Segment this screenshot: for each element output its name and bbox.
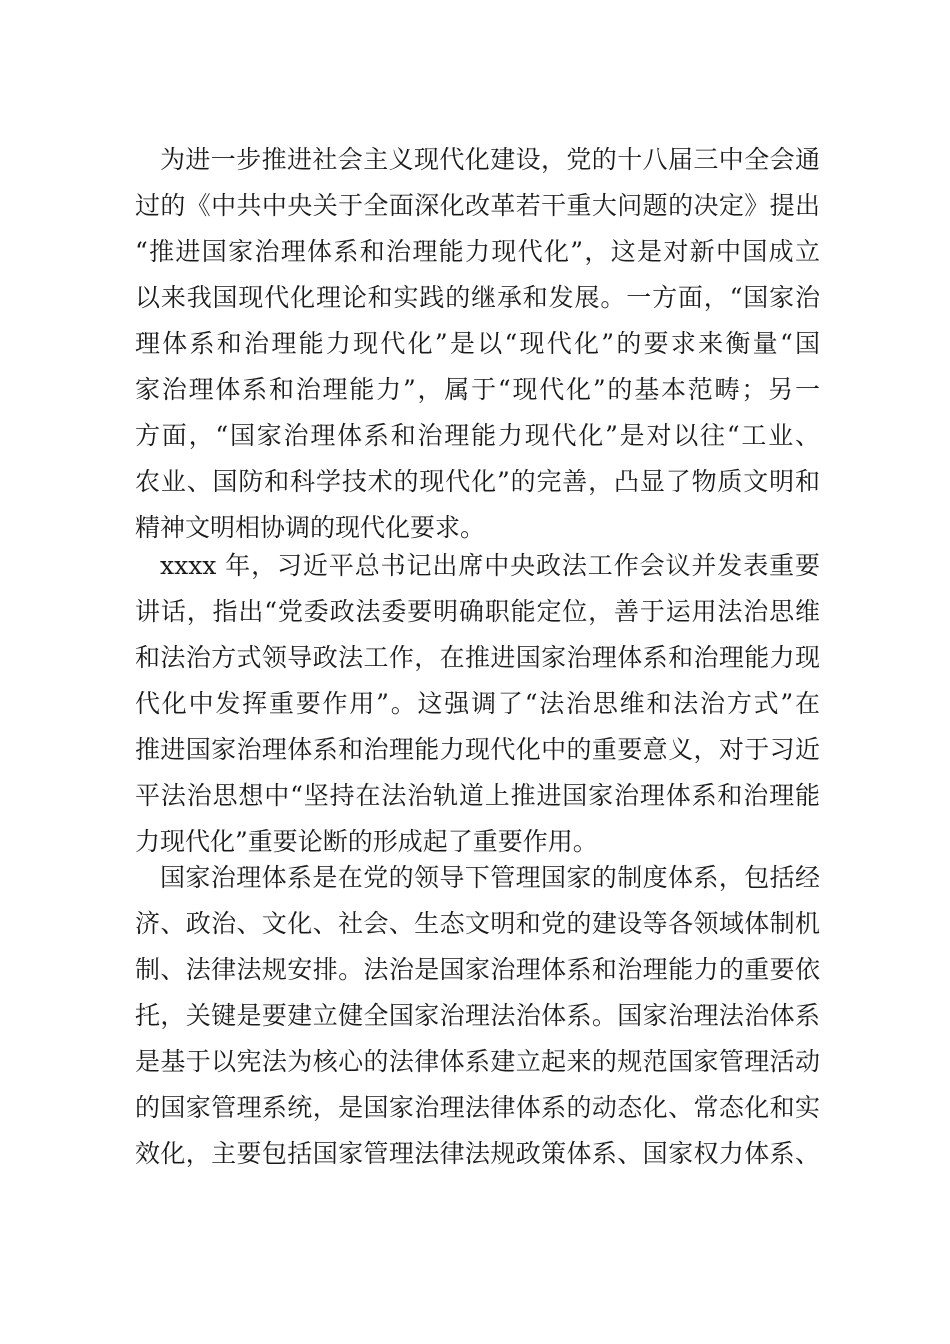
- paragraph-2-line-6: 平法治思想中“坚持在法治轨道上推进国家治理体系和治理能: [135, 781, 820, 810]
- paragraph-3-line-4: 托，关键是要建立健全国家治理法治体系。国家治理法治体系: [135, 1001, 820, 1030]
- paragraph-1-line-6: 家治理体系和治理能力”，属于“现代化”的基本范畴；另一: [135, 375, 820, 404]
- paragraph-2-line-4: 代化中发挥重要作用”。这强调了“法治思维和法治方式”在: [135, 689, 820, 718]
- paragraph-3-line-5: 是基于以宪法为核心的法律体系建立起来的规范国家管理活动: [135, 1047, 820, 1076]
- paragraph-2-line-3: 和法治方式领导政法工作，在推进国家治理体系和治理能力现: [135, 643, 820, 672]
- paragraph-3-line-3: 制、法律法规安排。法治是国家治理体系和治理能力的重要依: [135, 955, 820, 984]
- paragraph-3-line-2: 济、政治、文化、社会、生态文明和党的建设等各领域体制机: [135, 909, 820, 938]
- paragraph-3-line-7: 效化，主要包括国家管理法律法规政策体系、国家权力体系、: [135, 1139, 820, 1168]
- paragraph-1-line-1: 为进一步推进社会主义现代化建设，党的十八届三中全会通: [160, 145, 820, 174]
- paragraph-1-line-3: “推进国家治理体系和治理能力现代化”，这是对新中国成立: [135, 237, 820, 266]
- paragraph-1-line-5: 理体系和治理能力现代化”是以“现代化”的要求来衡量“国: [135, 329, 820, 358]
- paragraph-2-line-2: 讲话，指出“党委政法委要明确职能定位，善于运用法治思维: [135, 597, 820, 626]
- paragraph-2-line-5: 推进国家治理体系和治理能力现代化中的重要意义，对于习近: [135, 735, 820, 764]
- paragraph-1-line-9: 精神文明相协调的现代化要求。: [135, 513, 486, 542]
- paragraph-2-line-1: xxxx 年，习近平总书记出席中央政法工作会议并发表重要: [160, 551, 820, 580]
- paragraph-1-line-8: 农业、国防和科学技术的现代化”的完善，凸显了物质文明和: [135, 467, 820, 496]
- paragraph-3-line-1: 国家治理体系是在党的领导下管理国家的制度体系，包括经: [160, 863, 820, 892]
- paragraph-2-line-7: 力现代化”重要论断的形成起了重要作用。: [135, 827, 598, 856]
- paragraph-1-line-7: 方面，“国家治理体系和治理能力现代化”是对以往“工业、: [135, 421, 820, 450]
- paragraph-1-line-2: 过的《中共中央关于全面深化改革若干重大问题的决定》提出: [135, 191, 820, 220]
- paragraph-3-line-6: 的国家管理系统，是国家治理法律体系的动态化、常态化和实: [135, 1093, 820, 1122]
- paragraph-1-line-4: 以来我国现代化理论和实践的继承和发展。一方面，“国家治: [135, 283, 820, 312]
